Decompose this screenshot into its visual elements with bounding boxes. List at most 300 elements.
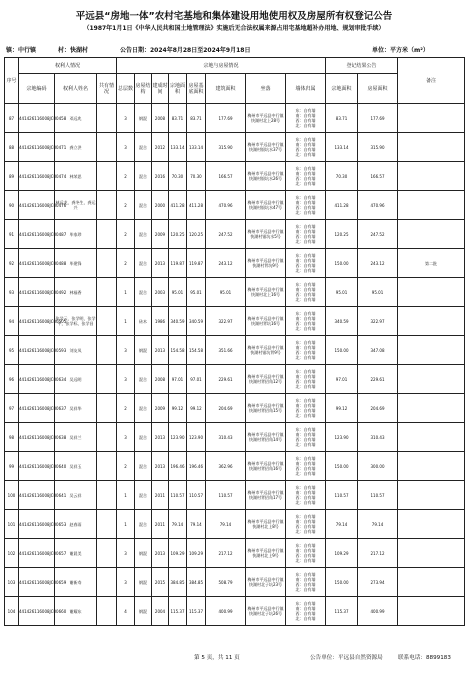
cell-structure: 混合 bbox=[135, 162, 152, 191]
cell-built-time: 2013 bbox=[152, 452, 169, 481]
cell-owner-name: 吴云祥 bbox=[55, 481, 97, 510]
cell-reg-house-area: 79.14 bbox=[358, 510, 398, 539]
col-group-owner: 权利人情况 bbox=[19, 58, 117, 74]
cell-structure: 混合 bbox=[135, 191, 152, 220]
contact-phone: 联系电话：8899183 bbox=[398, 655, 451, 661]
cell-parcel-code: 441426116008JC00471 bbox=[19, 133, 55, 162]
cell-parcel-area: 70.30 bbox=[169, 162, 187, 191]
cell-structure: 钢混 bbox=[135, 336, 152, 365]
cell-parcel-code: 441426116008JC00641 bbox=[19, 481, 55, 510]
cell-structure: 混合 bbox=[135, 481, 152, 510]
table-row bbox=[5, 568, 465, 597]
cell-parcel-code: 441426116008JC00488 bbox=[19, 249, 55, 278]
cell-reg-parcel-area: 150.00 bbox=[326, 249, 358, 278]
cell-base-area: 196.46 bbox=[187, 452, 206, 481]
cell-total-floors: 4 bbox=[117, 597, 135, 626]
cell-parcel-code: 441426116008JC00474 bbox=[19, 162, 55, 191]
cell-parcel-code: 441426116008JC00637 bbox=[19, 394, 55, 423]
cell-base-area: 99.12 bbox=[187, 394, 206, 423]
village-label: 村：快湖村 bbox=[58, 47, 89, 54]
cell-parcel-code: 441426116008JC00660 bbox=[19, 597, 55, 626]
cell-parcel-area: 196.46 bbox=[169, 452, 187, 481]
cell-parcel-area: 97.01 bbox=[169, 365, 187, 394]
cell-location: 梅州市平远县中行镇快湖村北上16号 bbox=[246, 278, 286, 307]
cell-building-area: 79.14 bbox=[206, 510, 246, 539]
cell-owner-name: 谢耀东 bbox=[55, 597, 97, 626]
cell-wall-owner: 东：自有墙 南：自有墙 西：自有墙 北：自有墙 bbox=[286, 191, 326, 220]
cell-owner-name: 吴祥华 bbox=[55, 394, 97, 423]
cell-remark bbox=[398, 191, 465, 220]
cell-owner-name: 邓远兆 bbox=[55, 104, 97, 133]
cell-total-floors: 2 bbox=[117, 191, 135, 220]
cell-remark bbox=[398, 394, 465, 423]
table-row bbox=[5, 278, 465, 307]
table-row bbox=[5, 365, 465, 394]
cell-remark bbox=[398, 481, 465, 510]
cell-base-area: 70.30 bbox=[187, 162, 206, 191]
cell-parcel-area: 133.14 bbox=[169, 133, 187, 162]
cell-coowner bbox=[97, 336, 117, 365]
unit-label: 单位：平方米（m²） bbox=[372, 47, 429, 54]
cell-base-area: 97.01 bbox=[187, 365, 206, 394]
cell-coowner bbox=[97, 481, 117, 510]
cell-structure: 混合 bbox=[135, 394, 152, 423]
cell-location: 梅州市平远县中行镇快湖村银坑水5号 bbox=[246, 220, 286, 249]
cell-building-area: 362.96 bbox=[206, 452, 246, 481]
cell-owner-name: 林远龙，龚冬生，龚运兴 bbox=[55, 191, 97, 220]
cell-parcel-area: 154.58 bbox=[169, 336, 187, 365]
cell-remark bbox=[398, 307, 465, 336]
cell-seq: 98 bbox=[5, 423, 19, 452]
cell-total-floors: 2 bbox=[117, 162, 135, 191]
cell-base-area: 115.37 bbox=[187, 597, 206, 626]
notice-title: 平远县“房地一体”农村宅基地和集体建设用地使用权及房屋所有权登记公告 bbox=[75, 11, 393, 22]
cell-base-area: 133.14 bbox=[187, 133, 206, 162]
cell-reg-house-area: 400.99 bbox=[358, 597, 398, 626]
cell-structure: 混合 bbox=[135, 510, 152, 539]
cell-owner-name: 张学云，张学明，张学平，张学标，张学昌 bbox=[55, 307, 97, 336]
cell-remark bbox=[398, 452, 465, 481]
cell-parcel-area: 110.57 bbox=[169, 481, 187, 510]
table-row bbox=[5, 423, 465, 452]
cell-seq: 97 bbox=[5, 394, 19, 423]
cell-reg-parcel-area: 340.59 bbox=[326, 307, 358, 336]
cell-building-area: 351.66 bbox=[206, 336, 246, 365]
cell-base-area: 110.57 bbox=[187, 481, 206, 510]
cell-remark bbox=[398, 220, 465, 249]
col-total-floors: 总层数 bbox=[117, 74, 135, 104]
cell-parcel-code: 441426116008JC00476 bbox=[19, 191, 55, 220]
cell-total-floors: 3 bbox=[117, 568, 135, 597]
cell-location: 梅州市平远县中行镇快湖村背坑9号 bbox=[246, 249, 286, 278]
cell-building-area: 470.96 bbox=[206, 191, 246, 220]
cell-building-area: 217.12 bbox=[206, 539, 246, 568]
cell-reg-house-area: 247.52 bbox=[358, 220, 398, 249]
cell-total-floors: 1 bbox=[117, 278, 135, 307]
cell-total-floors: 1 bbox=[117, 307, 135, 336]
cell-building-area: 229.61 bbox=[206, 365, 246, 394]
cell-built-time: 2008 bbox=[152, 104, 169, 133]
cell-total-floors: 3 bbox=[117, 365, 135, 394]
cell-total-floors: 3 bbox=[117, 423, 135, 452]
cell-owner-name: 毕建锋 bbox=[55, 249, 97, 278]
cell-reg-parcel-area: 79.14 bbox=[326, 510, 358, 539]
cell-parcel-code: 441426116008JC00505 bbox=[19, 307, 55, 336]
cell-parcel-code: 441426116008JC00653 bbox=[19, 510, 55, 539]
cell-location: 梅州市平远县中行镇快湖村银坑水37号 bbox=[246, 133, 286, 162]
cell-reg-parcel-area: 411.28 bbox=[326, 191, 358, 220]
cell-reg-parcel-area: 133.14 bbox=[326, 133, 358, 162]
cell-parcel-area: 411.28 bbox=[169, 191, 187, 220]
table-row bbox=[5, 162, 465, 191]
cell-total-floors: 1 bbox=[117, 481, 135, 510]
cell-location: 梅州市平远县中行镇快湖村背招角14号 bbox=[246, 423, 286, 452]
notice-period: 公告日期：2024年8月28日至2024年9月18日 bbox=[120, 47, 251, 54]
cell-parcel-code: 441426116008JC00659 bbox=[19, 568, 55, 597]
cell-coowner bbox=[97, 510, 117, 539]
table-row bbox=[5, 133, 465, 162]
col-coowner: 共有情况 bbox=[97, 74, 117, 104]
cell-structure: 混合 bbox=[135, 365, 152, 394]
cell-reg-house-area: 217.12 bbox=[358, 539, 398, 568]
cell-coowner bbox=[97, 220, 117, 249]
cell-reg-parcel-area: 150.00 bbox=[326, 452, 358, 481]
cell-reg-house-area: 204.69 bbox=[358, 394, 398, 423]
cell-remark bbox=[398, 104, 465, 133]
cell-built-time: 2008 bbox=[152, 365, 169, 394]
cell-reg-house-area: 166.57 bbox=[358, 162, 398, 191]
cell-seq: 88 bbox=[5, 133, 19, 162]
cell-reg-parcel-area: 109.29 bbox=[326, 539, 358, 568]
col-building-area: 建筑面积 bbox=[206, 74, 246, 104]
cell-parcel-area: 95.01 bbox=[169, 278, 187, 307]
cell-remark bbox=[398, 423, 465, 452]
cell-wall-owner: 东：自有墙 南：自有墙 西：自有墙 北：自有墙 bbox=[286, 365, 326, 394]
cell-reg-parcel-area: 150.00 bbox=[326, 336, 358, 365]
cell-remark bbox=[398, 336, 465, 365]
cell-coowner bbox=[97, 568, 117, 597]
cell-seq: 89 bbox=[5, 162, 19, 191]
cell-built-time: 2000 bbox=[152, 191, 169, 220]
cell-structure: 混合 bbox=[135, 249, 152, 278]
cell-built-time: 2009 bbox=[152, 394, 169, 423]
cell-reg-house-area: 110.57 bbox=[358, 481, 398, 510]
table-row bbox=[5, 220, 465, 249]
col-wall-owner: 墙体归属 bbox=[286, 74, 326, 104]
cell-reg-parcel-area: 115.37 bbox=[326, 597, 358, 626]
cell-base-area: 109.29 bbox=[187, 539, 206, 568]
cell-built-time: 2011 bbox=[152, 481, 169, 510]
cell-coowner bbox=[97, 104, 117, 133]
table-row bbox=[5, 510, 465, 539]
cell-built-time: 2004 bbox=[152, 597, 169, 626]
cell-structure: 钢混 bbox=[135, 597, 152, 626]
cell-building-area: 243.12 bbox=[206, 249, 246, 278]
cell-structure: 混合 bbox=[135, 278, 152, 307]
cell-seq: 87 bbox=[5, 104, 19, 133]
cell-parcel-code: 441426116008JC00638 bbox=[19, 423, 55, 452]
cell-owner-name: 谢新寿 bbox=[55, 568, 97, 597]
cell-coowner bbox=[97, 162, 117, 191]
col-location: 坐落 bbox=[246, 74, 286, 104]
cell-wall-owner: 东：自有墙 南：自有墙 西：自有墙 北：自有墙 bbox=[286, 336, 326, 365]
cell-parcel-area: 340.59 bbox=[169, 307, 187, 336]
cell-coowner bbox=[97, 365, 117, 394]
cell-reg-house-area: 177.69 bbox=[358, 104, 398, 133]
cell-remark bbox=[398, 539, 465, 568]
cell-wall-owner: 东：自有墙 南：自有墙 西：自有墙 北：自有墙 bbox=[286, 278, 326, 307]
cell-remark bbox=[398, 568, 465, 597]
cell-location: 梅州市平远县中行镇快湖村背招角17号 bbox=[246, 481, 286, 510]
cell-reg-house-area: 273.94 bbox=[358, 568, 398, 597]
cell-reg-parcel-area: 95.01 bbox=[326, 278, 358, 307]
cell-building-area: 400.99 bbox=[206, 597, 246, 626]
page-number: 第 5 页，共 11 页 bbox=[194, 655, 240, 661]
cell-total-floors: 2 bbox=[117, 394, 135, 423]
cell-wall-owner: 东：自有墙 南：自有墙 西：自有墙 北：自有墙 bbox=[286, 568, 326, 597]
table-row bbox=[5, 394, 465, 423]
cell-reg-house-area: 347.08 bbox=[358, 336, 398, 365]
cell-built-time: 2012 bbox=[152, 133, 169, 162]
cell-parcel-code: 441426116008JC00634 bbox=[19, 365, 55, 394]
cell-coowner bbox=[97, 394, 117, 423]
cell-parcel-area: 120.25 bbox=[169, 220, 187, 249]
cell-building-area: 310.43 bbox=[206, 423, 246, 452]
cell-parcel-area: 115.37 bbox=[169, 597, 187, 626]
cell-structure: 混合 bbox=[135, 452, 152, 481]
cell-parcel-code: 441426116008JC00657 bbox=[19, 539, 55, 568]
cell-building-area: 508.79 bbox=[206, 568, 246, 597]
cell-location: 梅州市平远县中行镇快湖村背坑16号 bbox=[246, 307, 286, 336]
cell-reg-parcel-area: 97.01 bbox=[326, 365, 358, 394]
cell-reg-house-area: 243.12 bbox=[358, 249, 398, 278]
cell-wall-owner: 东：自有墙 南：自有墙 西：自有墙 北：自有墙 bbox=[286, 481, 326, 510]
cell-remark bbox=[398, 162, 465, 191]
cell-reg-parcel-area: 123.90 bbox=[326, 423, 358, 452]
cell-building-area: 204.69 bbox=[206, 394, 246, 423]
cell-coowner bbox=[97, 423, 117, 452]
cell-owner-name: 毕家珍 bbox=[55, 220, 97, 249]
cell-total-floors: 2 bbox=[117, 220, 135, 249]
cell-wall-owner: 东：自有墙 南：自有墙 西：自有墙 北：自有墙 bbox=[286, 394, 326, 423]
cell-base-area: 120.25 bbox=[187, 220, 206, 249]
cell-built-time: 2009 bbox=[152, 220, 169, 249]
cell-structure: 砖木 bbox=[135, 307, 152, 336]
cell-owner-name: 林荣思 bbox=[55, 162, 97, 191]
cell-parcel-area: 123.90 bbox=[169, 423, 187, 452]
cell-reg-house-area: 95.01 bbox=[358, 278, 398, 307]
cell-parcel-code: 441426116008JC00458 bbox=[19, 104, 55, 133]
cell-parcel-area: 83.71 bbox=[169, 104, 187, 133]
cell-built-time: 2013 bbox=[152, 539, 169, 568]
registration-rows bbox=[5, 104, 465, 626]
cell-reg-parcel-area: 120.25 bbox=[326, 220, 358, 249]
cell-owner-name: 龚立洪 bbox=[55, 133, 97, 162]
cell-parcel-area: 119.87 bbox=[169, 249, 187, 278]
cell-seq: 91 bbox=[5, 220, 19, 249]
cell-seq: 93 bbox=[5, 278, 19, 307]
cell-total-floors: 3 bbox=[117, 104, 135, 133]
cell-wall-owner: 东：自有墙 南：自有墙 西：自有墙 北：自有墙 bbox=[286, 307, 326, 336]
cell-built-time: 2013 bbox=[152, 249, 169, 278]
cell-remark bbox=[398, 510, 465, 539]
table-row bbox=[5, 307, 465, 336]
cell-location: 梅州市平远县中行镇快湖村背招角12号 bbox=[246, 365, 286, 394]
cell-location: 梅州市平远县中行镇快湖村北上28号 bbox=[246, 104, 286, 133]
cell-built-time: 1986 bbox=[152, 307, 169, 336]
cell-base-area: 83.71 bbox=[187, 104, 206, 133]
cell-location: 梅州市平远县中行镇快湖村银坑背9号 bbox=[246, 336, 286, 365]
cell-coowner bbox=[97, 452, 117, 481]
cell-seq: 99 bbox=[5, 452, 19, 481]
cell-coowner bbox=[97, 133, 117, 162]
cell-remark bbox=[398, 365, 465, 394]
cell-building-area: 322.97 bbox=[206, 307, 246, 336]
col-base-area: 房屋基底面积 bbox=[187, 74, 206, 104]
cell-total-floors: 2 bbox=[117, 249, 135, 278]
cell-parcel-code: 441426116008JC00640 bbox=[19, 452, 55, 481]
cell-location: 梅州市平远县中行镇快湖村背招角15号 bbox=[246, 394, 286, 423]
table-row bbox=[5, 597, 465, 626]
cell-remark bbox=[398, 133, 465, 162]
cell-owner-name: 刘友凤 bbox=[55, 336, 97, 365]
cell-seq: 103 bbox=[5, 568, 19, 597]
cell-coowner bbox=[97, 307, 117, 336]
cell-seq: 94 bbox=[5, 307, 19, 336]
cell-building-area: 247.52 bbox=[206, 220, 246, 249]
cell-wall-owner: 东：自有墙 南：自有墙 西：自有墙 北：自有墙 bbox=[286, 249, 326, 278]
table-row bbox=[5, 191, 465, 220]
cell-base-area: 411.28 bbox=[187, 191, 206, 220]
cell-built-time: 2003 bbox=[152, 278, 169, 307]
cell-location: 梅州市平远县中行镇快湖村背招角16号 bbox=[246, 452, 286, 481]
col-seq: 序号 bbox=[5, 58, 19, 104]
cell-base-area: 123.90 bbox=[187, 423, 206, 452]
cell-built-time: 2011 bbox=[152, 510, 169, 539]
cell-location: 梅州市平远县中行镇快湖村北子坑23号 bbox=[246, 568, 286, 597]
cell-remark: 第二批 bbox=[398, 249, 465, 278]
table-row bbox=[5, 104, 465, 133]
cell-remark bbox=[398, 597, 465, 626]
cell-built-time: 2013 bbox=[152, 336, 169, 365]
col-group-registration: 登记结果公告 bbox=[326, 58, 398, 74]
cell-built-time: 2015 bbox=[152, 568, 169, 597]
col-owner-name: 权利人姓名 bbox=[55, 74, 97, 104]
cell-structure: 钢混 bbox=[135, 539, 152, 568]
cell-building-area: 95.01 bbox=[206, 278, 246, 307]
cell-wall-owner: 东：自有墙 南：自有墙 西：自有墙 北：自有墙 bbox=[286, 133, 326, 162]
cell-built-time: 2016 bbox=[152, 162, 169, 191]
cell-reg-house-area: 322.97 bbox=[358, 307, 398, 336]
cell-owner-name: 赵春雨 bbox=[55, 510, 97, 539]
cell-location: 梅州市平远县中行镇快湖村银坑水47号 bbox=[246, 191, 286, 220]
cell-coowner bbox=[97, 249, 117, 278]
notice-subtitle: （1987年1月1日《中华人民共和国土地管理法》实施后无合法权属来源占用宅基地超补办用地、规划审批手续） bbox=[83, 25, 385, 32]
cell-building-area: 110.57 bbox=[206, 481, 246, 510]
table-row bbox=[5, 481, 465, 510]
cell-reg-parcel-area: 110.57 bbox=[326, 481, 358, 510]
cell-owner-name: 谢晨美 bbox=[55, 539, 97, 568]
cell-wall-owner: 东：自有墙 南：自有墙 西：自有墙 北：自有墙 bbox=[286, 510, 326, 539]
cell-wall-owner: 东：自有墙 南：自有墙 西：自有墙 北：自有墙 bbox=[286, 423, 326, 452]
cell-seq: 102 bbox=[5, 539, 19, 568]
cell-structure: 钢混 bbox=[135, 104, 152, 133]
cell-parcel-code: 441426116008JC00593 bbox=[19, 336, 55, 365]
cell-structure: 钢混 bbox=[135, 568, 152, 597]
cell-coowner bbox=[97, 597, 117, 626]
cell-reg-parcel-area: 99.12 bbox=[326, 394, 358, 423]
col-group-land: 宗地与房屋情况 bbox=[117, 58, 326, 74]
table-row bbox=[5, 539, 465, 568]
cell-location: 梅州市平远县中行镇快湖村银坑水26号 bbox=[246, 162, 286, 191]
cell-seq: 101 bbox=[5, 510, 19, 539]
cell-wall-owner: 东：自有墙 南：自有墙 西：自有墙 北：自有墙 bbox=[286, 162, 326, 191]
cell-parcel-area: 109.29 bbox=[169, 539, 187, 568]
cell-total-floors: 2 bbox=[117, 452, 135, 481]
cell-coowner bbox=[97, 191, 117, 220]
col-reg-house-area: 房屋面积 bbox=[358, 74, 398, 104]
cell-seq: 92 bbox=[5, 249, 19, 278]
town-label: 镇：中行镇 bbox=[6, 47, 37, 54]
cell-seq: 90 bbox=[5, 191, 19, 220]
col-parcel-area: 宗地面积 bbox=[169, 74, 187, 104]
cell-parcel-area: 99.12 bbox=[169, 394, 187, 423]
cell-owner-name: 吴祥玉 bbox=[55, 452, 97, 481]
cell-location: 梅州市平远县中行镇快湖村北上8号 bbox=[246, 510, 286, 539]
cell-total-floors: 3 bbox=[117, 133, 135, 162]
cell-parcel-code: 441426116008JC00492 bbox=[19, 278, 55, 307]
cell-total-floors: 3 bbox=[117, 539, 135, 568]
table-row bbox=[5, 452, 465, 481]
cell-base-area: 95.01 bbox=[187, 278, 206, 307]
cell-location: 梅州市平远县中行镇快湖村北上9号 bbox=[246, 539, 286, 568]
cell-base-area: 79.14 bbox=[187, 510, 206, 539]
col-reg-parcel-area: 宗地面积 bbox=[326, 74, 358, 104]
cell-wall-owner: 东：自有墙 南：自有墙 西：自有墙 北：自有墙 bbox=[286, 539, 326, 568]
cell-owner-name: 吴远明 bbox=[55, 365, 97, 394]
publisher: 公告单位：平远县自然资源局 bbox=[310, 655, 383, 661]
cell-base-area: 154.58 bbox=[187, 336, 206, 365]
cell-coowner bbox=[97, 539, 117, 568]
cell-building-area: 315.90 bbox=[206, 133, 246, 162]
cell-base-area: 119.87 bbox=[187, 249, 206, 278]
cell-reg-house-area: 470.96 bbox=[358, 191, 398, 220]
cell-seq: 96 bbox=[5, 365, 19, 394]
table-row bbox=[5, 336, 465, 365]
table-row bbox=[5, 249, 465, 278]
cell-reg-house-area: 315.90 bbox=[358, 133, 398, 162]
cell-wall-owner: 东：自有墙 南：自有墙 西：自有墙 北：自有墙 bbox=[286, 104, 326, 133]
cell-parcel-code: 441426116008JC00487 bbox=[19, 220, 55, 249]
cell-remark bbox=[398, 278, 465, 307]
cell-coowner bbox=[97, 278, 117, 307]
col-remark: 备注 bbox=[398, 58, 465, 104]
cell-building-area: 166.57 bbox=[206, 162, 246, 191]
cell-reg-house-area: 229.61 bbox=[358, 365, 398, 394]
cell-reg-parcel-area: 70.30 bbox=[326, 162, 358, 191]
registration-table bbox=[4, 57, 465, 626]
cell-seq: 95 bbox=[5, 336, 19, 365]
cell-reg-house-area: 310.43 bbox=[358, 423, 398, 452]
cell-total-floors: 3 bbox=[117, 336, 135, 365]
col-structure: 房屋结构 bbox=[135, 74, 152, 104]
cell-location: 梅州市平远县中行镇快湖村北子坑26号 bbox=[246, 597, 286, 626]
cell-reg-parcel-area: 150.00 bbox=[326, 568, 358, 597]
cell-base-area: 340.59 bbox=[187, 307, 206, 336]
cell-parcel-area: 79.14 bbox=[169, 510, 187, 539]
cell-reg-parcel-area: 83.71 bbox=[326, 104, 358, 133]
cell-wall-owner: 东：自有墙 南：自有墙 西：自有墙 北：自有墙 bbox=[286, 452, 326, 481]
